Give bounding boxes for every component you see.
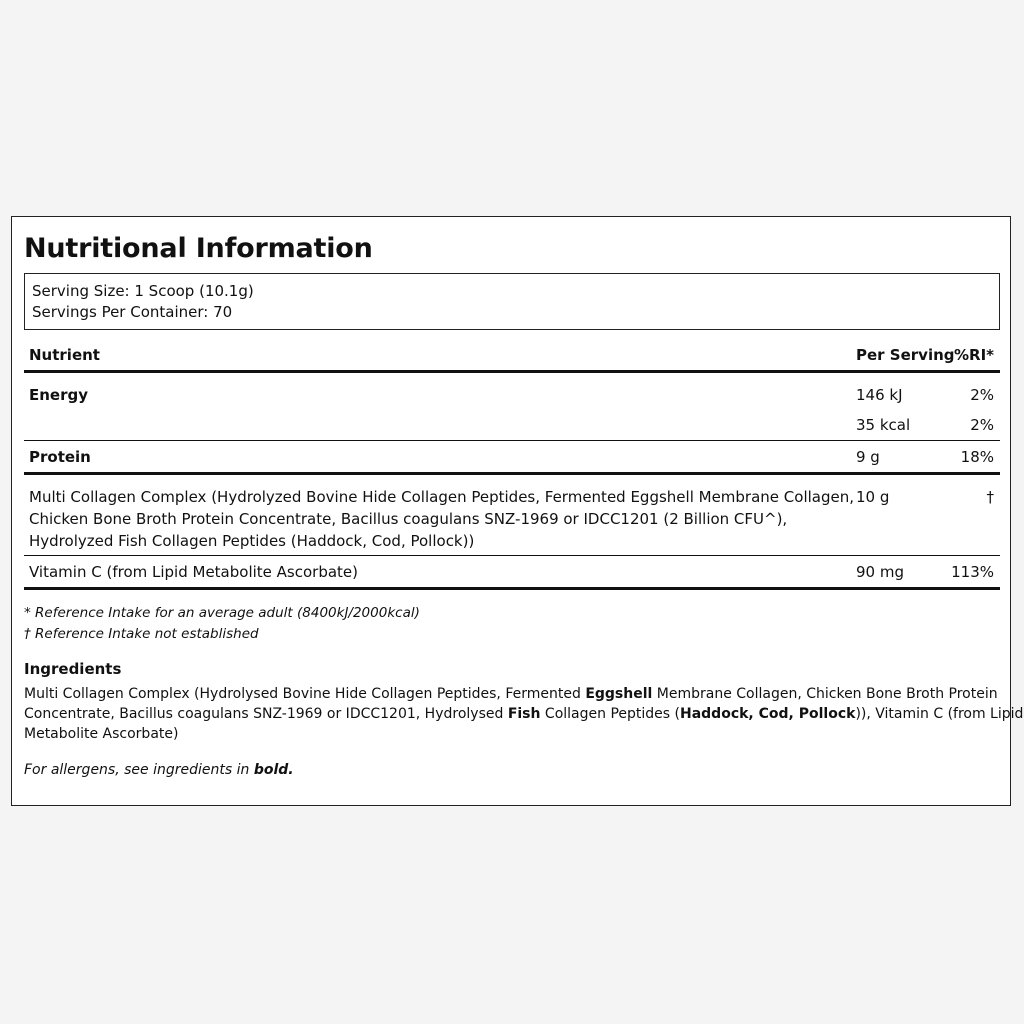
ingredients-segment: Collagen Peptides ( bbox=[540, 706, 680, 722]
ingredients-segment: Membrane Collagen, Chicken Bone Broth Protein bbox=[652, 686, 998, 702]
panel-title: Nutritional Information bbox=[24, 233, 373, 264]
allergen-note-text: For allergens, see ingredients in bbox=[24, 762, 254, 778]
collagen-line: Chicken Bone Broth Protein Concentrate, Bacillus coagulans SNZ-1969 or IDCC1201 (2 Billion CFU^), bbox=[29, 510, 788, 528]
ingredients-segment: )), Vitamin C (from Lipid bbox=[855, 706, 1024, 722]
allergen-note bbox=[24, 760, 294, 781]
collagen-complex-label bbox=[29, 486, 854, 552]
vitamin-c-per-serving: 90 mg bbox=[856, 563, 904, 581]
allergen-fish-species: Haddock, Cod, Pollock bbox=[680, 706, 856, 722]
vitamin-c-ri: 113% bbox=[951, 563, 994, 581]
nutrition-panel bbox=[11, 216, 1024, 806]
row-divider bbox=[24, 555, 1000, 556]
energy-label: Energy bbox=[29, 386, 89, 404]
row-divider bbox=[24, 440, 1000, 441]
ingredients-segment: Multi Collagen Complex (Hydrolysed Bovine Hide Collagen Peptides, Fermented bbox=[24, 686, 586, 702]
ingredients-segment: Concentrate, Bacillus coagulans SNZ-1969 or IDCC1201, Hydrolysed bbox=[24, 706, 508, 722]
protein-label: Protein bbox=[29, 448, 91, 466]
ri-footnote: * Reference Intake for an average adult (8400kJ/2000kcal) bbox=[24, 605, 420, 621]
ingredients-line bbox=[24, 684, 1000, 704]
serving-size: Serving Size: 1 Scoop (10.1g) bbox=[32, 282, 254, 300]
header-ri: %RI* bbox=[953, 346, 994, 364]
header-divider bbox=[24, 370, 1000, 373]
ingredients-line: Metabolite Ascorbate) bbox=[24, 726, 179, 742]
ingredients-text bbox=[24, 684, 1024, 744]
vitamin-c-label: Vitamin C (from Lipid Metabolite Ascorbate) bbox=[29, 563, 358, 581]
collagen-line: Hydrolyzed Fish Collagen Peptides (Haddock, Cod, Pollock)) bbox=[29, 532, 475, 550]
allergen-eggshell: Eggshell bbox=[585, 686, 653, 702]
header-per-serving: Per Serving bbox=[856, 346, 955, 364]
ingredients-line bbox=[24, 704, 1024, 724]
serving-info-box bbox=[24, 273, 1000, 330]
dagger-footnote: † Reference Intake not established bbox=[24, 626, 259, 642]
protein-per-serving: 9 g bbox=[856, 448, 880, 466]
protein-ri: 18% bbox=[960, 448, 994, 466]
header-nutrient: Nutrient bbox=[29, 346, 100, 364]
collagen-ri: † bbox=[986, 488, 994, 506]
energy-kcal: 35 kcal bbox=[856, 416, 911, 434]
energy-kj-ri: 2% bbox=[970, 386, 994, 404]
ingredients-heading: Ingredients bbox=[24, 660, 122, 678]
allergen-fish: Fish bbox=[507, 706, 541, 722]
allergen-note-bold: bold. bbox=[253, 762, 294, 778]
energy-kcal-ri: 2% bbox=[970, 416, 994, 434]
table-bottom-divider bbox=[24, 587, 1000, 590]
collagen-line: Multi Collagen Complex (Hydrolyzed Bovine Hide Collagen Peptides, Fermented Eggshell Membrane Collagen, bbox=[29, 488, 854, 506]
collagen-per-serving: 10 g bbox=[856, 488, 890, 506]
servings-per-container: Servings Per Container: 70 bbox=[32, 303, 233, 321]
energy-kj: 146 kJ bbox=[856, 386, 903, 404]
section-divider bbox=[24, 472, 1000, 475]
